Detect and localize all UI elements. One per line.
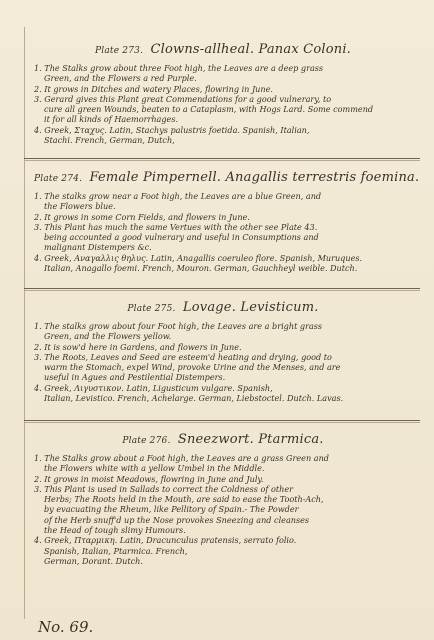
text-line: of the Herb snuff'd up the Nose provokes Sneezing and cleanses xyxy=(44,514,310,525)
plant-name: Female Pimpernell. Anagallis terrestris foemina. xyxy=(89,170,420,185)
text-line: it for all kinds of Haemorrhages. xyxy=(44,114,179,125)
text-line: being accounted a good vulnerary and useful in Consumptions and xyxy=(44,232,319,243)
text-line: 3. This Plant is used in Sallads to correct the Coldness of other xyxy=(34,483,293,494)
plate-title xyxy=(34,42,412,57)
text-line: 1. The stalks grow about four Foot high, the Leaves are a bright grass xyxy=(34,321,323,331)
plate-273-section xyxy=(34,42,412,145)
text-line: Stachi. French, German, Dutch, xyxy=(44,135,175,146)
text-line: 1. The stalks grow near a Foot high, the Leaves are a blue Green, and xyxy=(34,191,322,201)
text-line: Italian, Anagallo foemi. French, Mouron. German, Gauchheyl weible. Dutch. xyxy=(44,263,358,274)
plate-title xyxy=(34,170,420,185)
text-line: 2. It grows in Ditches and watery Places, flowring in June. xyxy=(34,83,273,94)
plate-274-section xyxy=(34,170,420,274)
plate-number: Plate 274. xyxy=(34,174,83,184)
plate-number: Plate 273. xyxy=(94,46,144,56)
plate-title xyxy=(34,432,412,447)
plate-275-section xyxy=(34,300,412,403)
text-line: 4. Greek, Λιγυστικον. Latin, Ligusticum vulgare. Spanish, xyxy=(34,382,273,393)
text-line: Green, and the Flowers yellow. xyxy=(44,331,172,342)
section-divider xyxy=(24,288,420,291)
text-line: cure all green Wounds, beaten to a Cataplasm, with Hogs Lard. Some commend xyxy=(44,104,374,115)
text-line: 2. It grows in moist Meadows, flowring in June and July. xyxy=(34,473,264,484)
text-line: 4. Greek, Πταρμικη. Latin, Dracunculus pratensis, serrato folio. xyxy=(34,535,297,546)
text-line: malignant Distempers &c. xyxy=(44,242,152,253)
text-line: 3. The Roots, Leaves and Seed are esteem'd heating and drying, good to xyxy=(34,351,332,362)
text-line: German, Dorant. Dutch. xyxy=(44,555,143,566)
text-line: 4. Greek, Σταχυς. Latin, Stachys palustris foetida. Spanish, Italian, xyxy=(34,124,310,135)
text-line: the Head of tough slimy Humours. xyxy=(44,525,186,536)
plate-number: Plate 276. xyxy=(122,436,171,446)
text-line: Spanish, Italian, Ptarmica. French, xyxy=(44,545,188,556)
text-line: the Flowers blue. xyxy=(44,201,116,212)
section-divider xyxy=(24,420,420,423)
text-line: 2. It grows in some Corn Fields, and flowers in June. xyxy=(34,211,250,222)
text-line: Herbs; The Roots held in the Mouth, are said to ease the Tooth-Ach, xyxy=(44,494,324,505)
text-line: 4. Greek, Αναγαλλις θηλυς. Latin, Anagallis coeruleo flore. Spanish, Muruques. xyxy=(34,252,363,263)
text-line: 1. The Stalks grow about three Foot high, the Leaves are a deep grass xyxy=(34,63,324,73)
plant-name: Clowns-allheal. Panax Coloni. xyxy=(150,42,352,57)
text-line: warm the Stomach, expel Wind, provoke Urine and the Menses, and are xyxy=(44,362,341,373)
text-line: useful in Agues and Pestilential Distempers. xyxy=(44,372,226,383)
section-divider xyxy=(24,158,420,161)
text-line: Italian, Levistico. French, Achelarge. German, Liebstoctel. Dutch. Lavas. xyxy=(44,393,344,404)
text-line: the Flowers white with a yellow Umbel in the Middle. xyxy=(44,463,265,474)
plate-title xyxy=(34,300,412,315)
page-number: No. 69. xyxy=(38,618,94,636)
text-line: by evacuating the Rheum, like Pellitory of Spain.- The Powder xyxy=(44,504,299,515)
plant-name: Sneezwort. Ptarmica. xyxy=(177,432,324,447)
plate-number: Plate 275. xyxy=(127,304,176,314)
text-line: Green, and the Flowers a red Purple. xyxy=(44,73,197,84)
text-line: 3. Gerard gives this Plant great Commendations for a good vulnerary, to xyxy=(34,93,332,104)
plate-276-section xyxy=(34,432,412,566)
text-line: 3. This Plant has much the same Vertues with the other see Plate 43. xyxy=(34,221,318,232)
text-line: 2. It is sow'd here in Gardens, and flowers in June. xyxy=(34,341,242,352)
plant-name: Lovage. Levisticum. xyxy=(182,300,319,315)
text-line: 1. The Stalks grow about a Foot high, the Leaves are a grass Green and xyxy=(34,453,329,463)
